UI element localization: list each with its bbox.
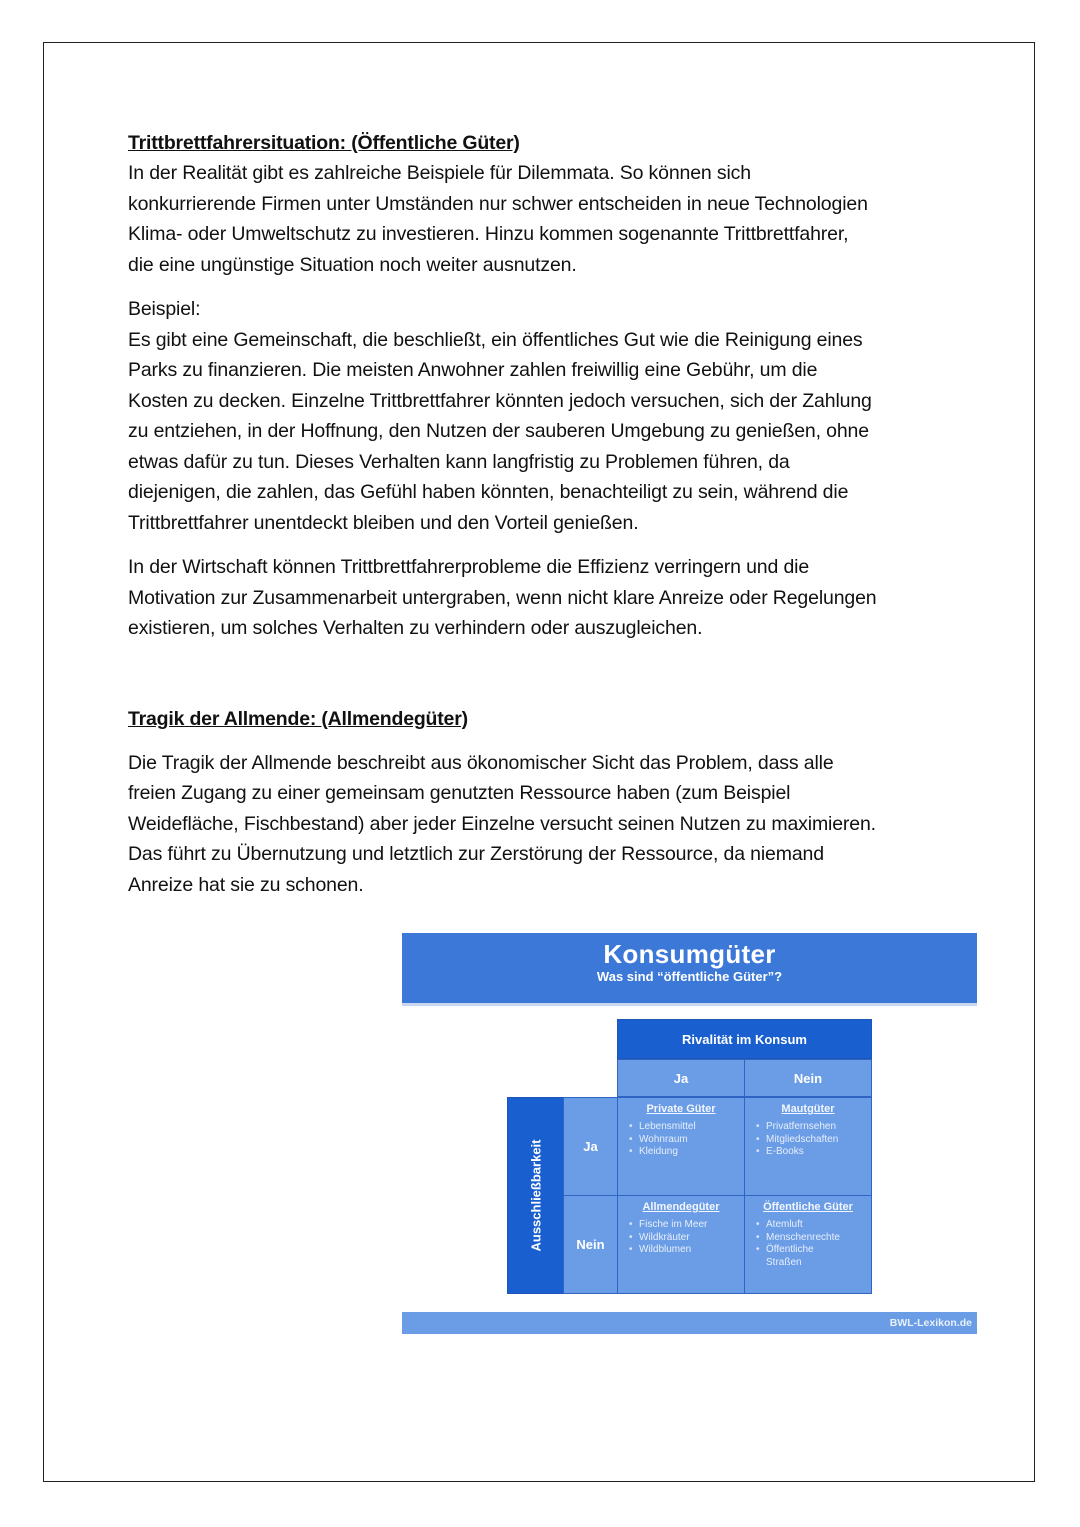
text-line: In der Wirtschaft können Trittbrettfahrerprobleme die Effizienz verringern und die — [128, 556, 810, 578]
text-line: Anreize hat sie zu schonen. — [128, 873, 364, 896]
text-line: Es gibt eine Gemeinschaft, die beschließt, ein öffentliches Gut wie die Reinigung eines — [128, 328, 863, 351]
text-line: Die Tragik der Allmende beschreibt aus ökonomischer Sicht das Problem, dass alle — [128, 751, 834, 774]
text-line: etwas dafür zu tun. Dieses Verhalten kann langfristig zu Problemen führen, da — [128, 450, 790, 473]
text-line: die eine ungünstige Situation noch weiter ausnutzen. — [128, 253, 577, 276]
list-item: • Lebensmittel — [629, 1121, 744, 1134]
text-line: Kosten zu decken. Einzelne Trittbrettfahrer könnten jedoch versuchen, sich der Zahlung — [128, 389, 872, 412]
cell-title: Private Güter — [646, 1103, 716, 1115]
text-line: Parks zu finanzieren. Die meisten Anwohner zahlen freiwillig eine Gebühr, um die — [128, 359, 818, 381]
row-header-ja: Ja — [563, 1097, 618, 1196]
text-line: freien Zugang zu einer gemeinsam genutzten Ressource haben (zum Beispiel — [128, 782, 791, 804]
example-label: Beispiel: — [128, 298, 201, 320]
conclusion-paragraph — [128, 552, 958, 644]
section-heading-trittbrettfahrer: Trittbrettfahrersituation: (Öffentliche Güter) — [128, 132, 520, 154]
column-header-ja: Ja — [617, 1059, 745, 1097]
document-body — [128, 128, 958, 900]
row-axis — [507, 1097, 564, 1294]
text-line: Weidefläche, Fischbestand) aber jeder Einzelne versucht seinen Nutzen zu maximieren. — [128, 812, 876, 835]
list-item: • Menschenrechte — [756, 1232, 871, 1245]
text-line: In der Realität gibt es zahlreiche Beispiele für Dilemmata. So können sich — [128, 162, 751, 184]
cell-toll-goods — [744, 1097, 872, 1196]
row-header-nein: Nein — [563, 1195, 618, 1294]
text-line: konkurrierende Firmen unter Umständen nur schwer entscheiden in neue Technologien — [128, 192, 868, 215]
list-item: • Wohnraum — [629, 1134, 744, 1147]
infographic-source: BWL-Lexikon.de — [402, 1312, 977, 1334]
allmende-paragraph — [128, 748, 958, 901]
list-item: • Mitgliedschaften — [756, 1134, 871, 1147]
text-line: diejenigen, die zahlen, das Gefühl haben könnten, benachteiligt zu sein, während die — [128, 481, 849, 503]
cell-examples — [745, 1219, 871, 1269]
text-line: Motivation zur Zusammenarbeit untergraben, wenn nicht klare Anreize oder Regelungen — [128, 586, 877, 609]
list-item: • Kleidung — [629, 1146, 744, 1159]
example-paragraph — [128, 294, 958, 538]
cell-private-goods — [617, 1097, 745, 1196]
cell-examples — [618, 1219, 744, 1257]
cell-public-goods — [744, 1195, 872, 1294]
cell-examples — [745, 1121, 871, 1159]
infographic-title: Konsumgüter — [603, 939, 776, 969]
section-heading-allmende: Tragik der Allmende: (Allmendegüter) — [128, 707, 468, 730]
cell-common-goods — [617, 1195, 745, 1294]
row-axis-label: Ausschließbarkeit — [528, 1139, 543, 1252]
list-item: • Fische im Meer — [629, 1219, 744, 1232]
infographic-header — [402, 933, 977, 1006]
list-item: • Öffentliche Straßen — [756, 1244, 836, 1269]
list-item: • Wildblumen — [629, 1244, 744, 1257]
text-line: Klima- oder Umweltschutz zu investieren. Hinzu kommen sogenannte Trittbrettfahrer, — [128, 223, 849, 245]
text-line: existieren, um solches Verhalten zu verhindern oder auszugleichen. — [128, 617, 703, 639]
cell-title: Öffentliche Güter — [763, 1201, 853, 1213]
column-header-nein: Nein — [744, 1059, 872, 1097]
konsumgueter-infographic — [402, 933, 977, 1334]
infographic-subtitle: Was sind “öffentliche Güter”? — [596, 969, 783, 984]
text-line: zu entziehen, in der Hoffnung, den Nutzen der sauberen Umgebung zu genießen, ohne — [128, 420, 869, 442]
column-axis-label: Rivalität im Konsum — [617, 1019, 872, 1059]
list-item: • Atemluft — [756, 1219, 871, 1232]
cell-title: Mautgüter — [781, 1103, 835, 1115]
text-line: Trittbrettfahrer unentdeckt bleiben und den Vorteil genießen. — [128, 511, 639, 534]
cell-examples — [618, 1121, 744, 1159]
list-item: • Wildkräuter — [629, 1232, 744, 1245]
list-item: • E-Books — [756, 1146, 871, 1159]
intro-paragraph — [128, 158, 958, 280]
text-line: Das führt zu Übernutzung und letztlich zur Zerstörung der Ressource, da niemand — [128, 843, 824, 865]
cell-title: Allmendegüter — [642, 1201, 720, 1213]
list-item: • Privatfernsehen — [756, 1121, 871, 1134]
